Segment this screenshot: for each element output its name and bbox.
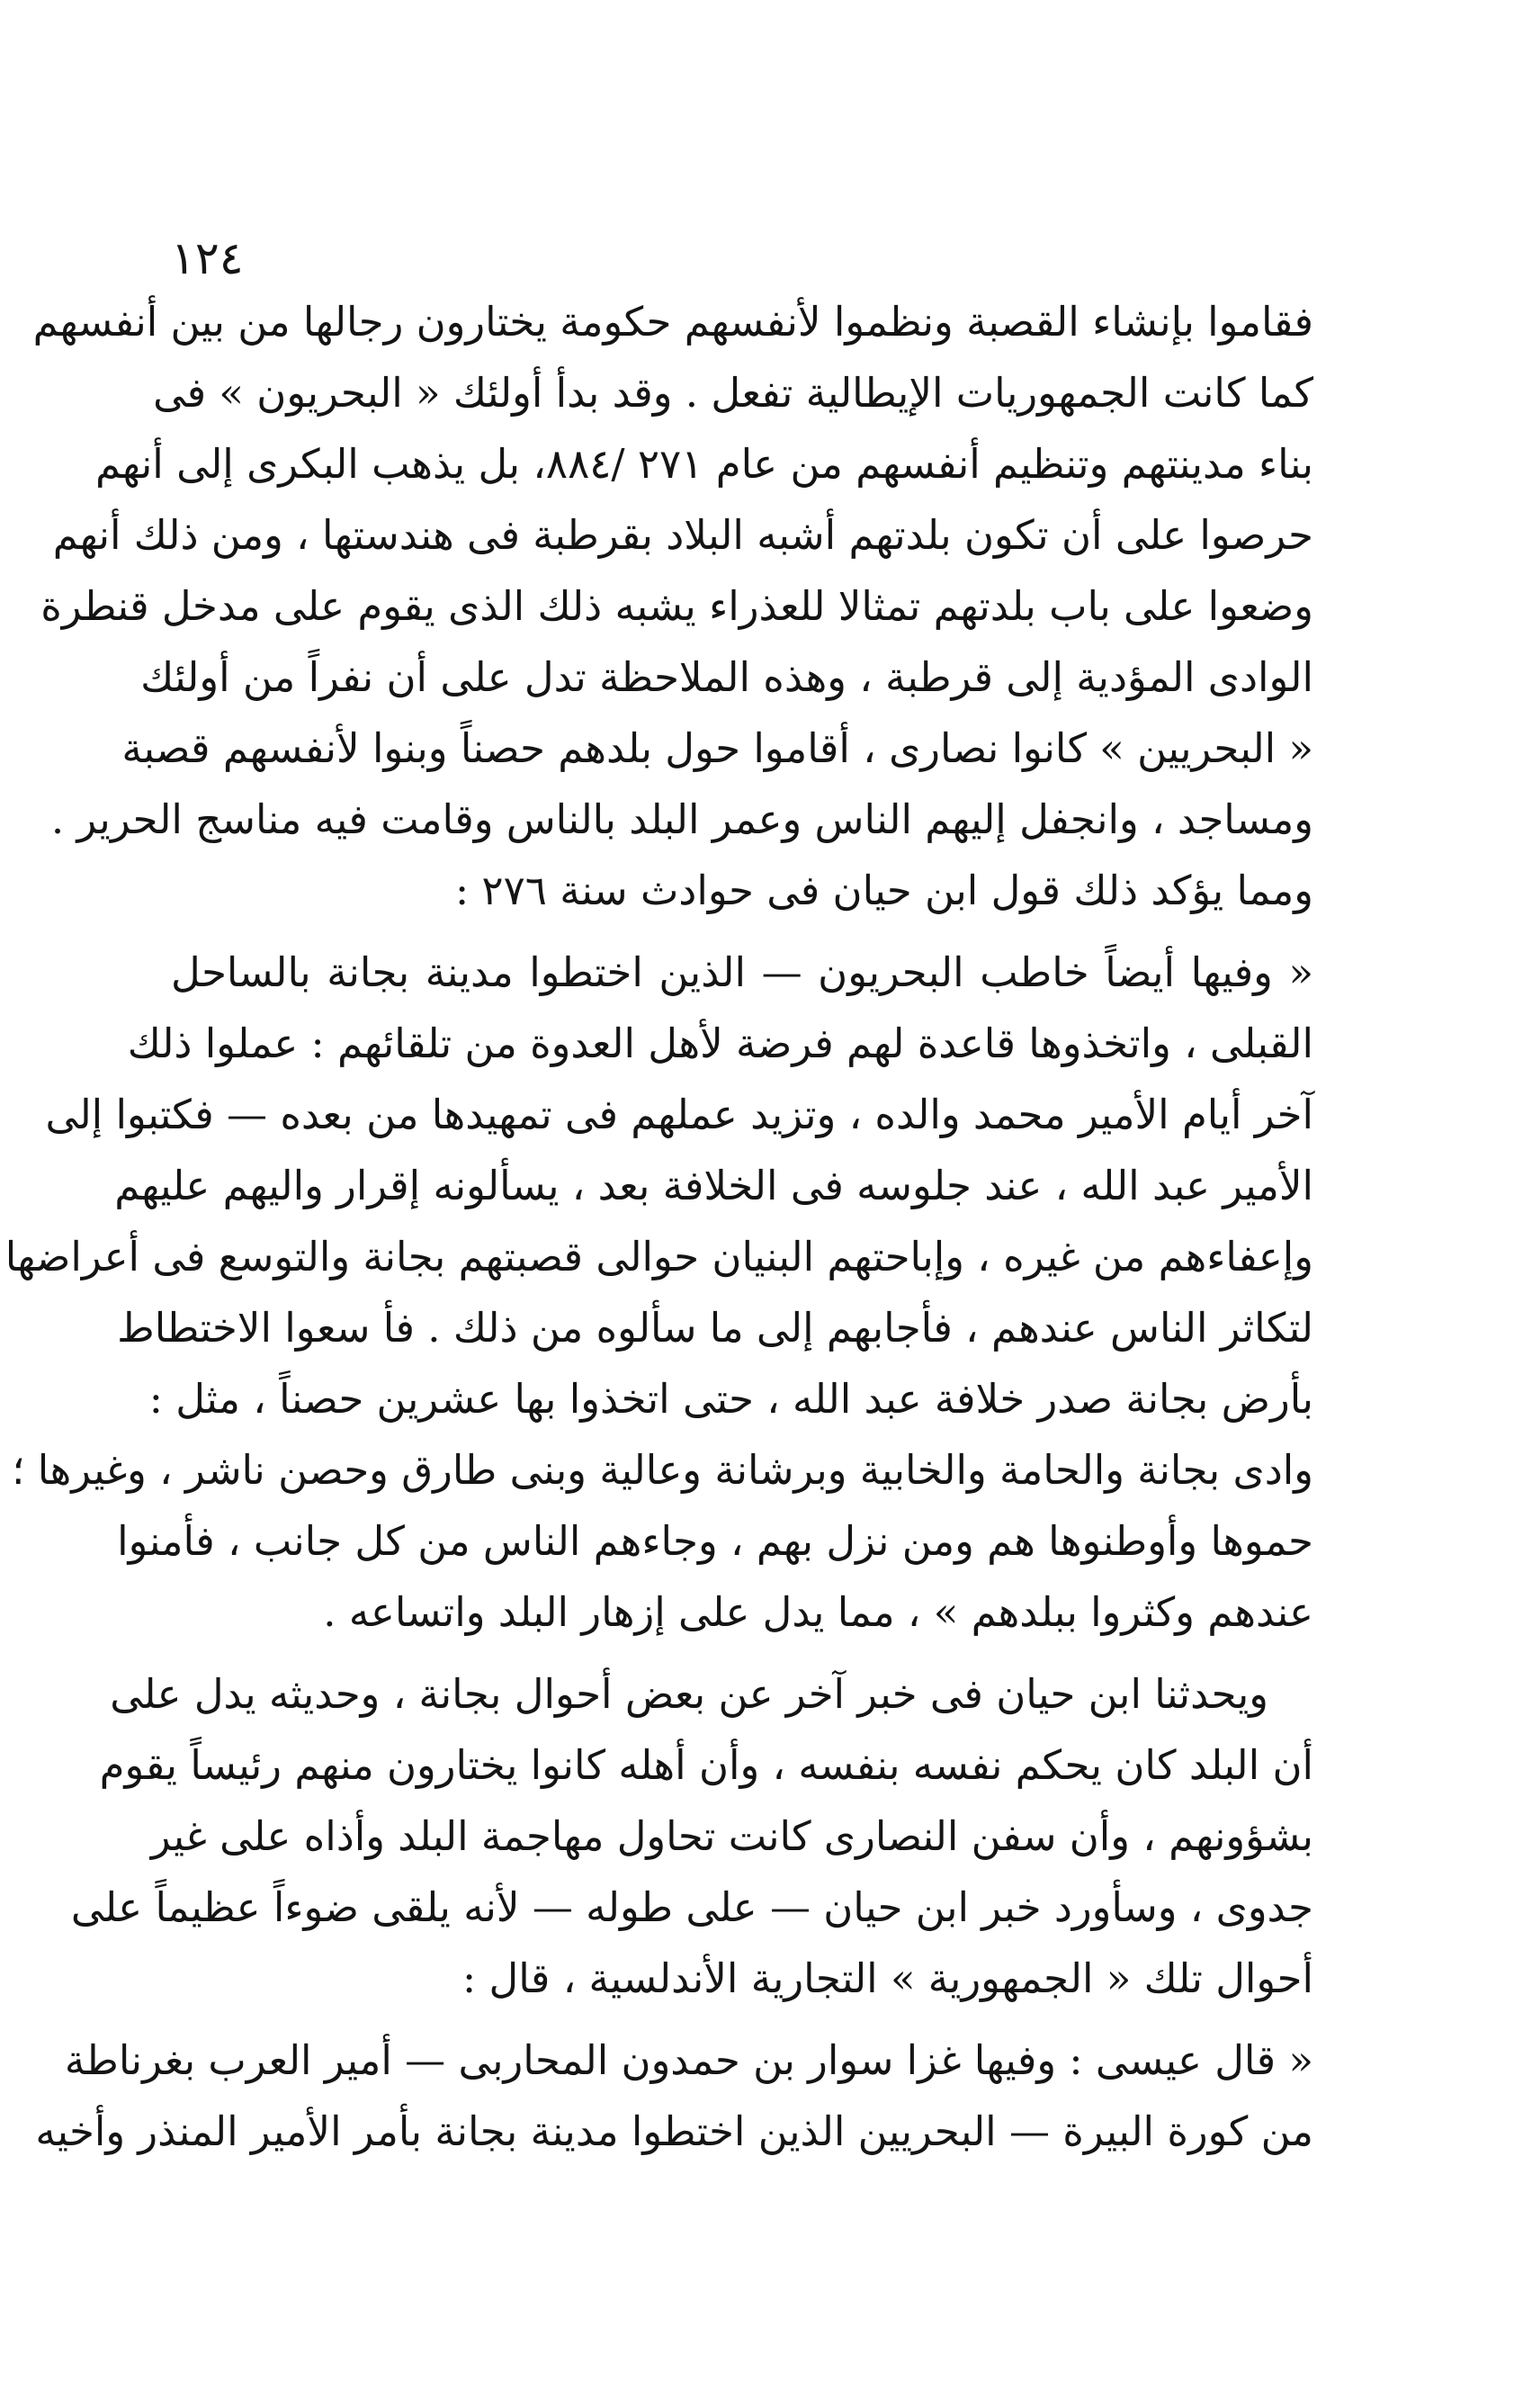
- text-line: ويحدثنا ابن حيان فى خبر آخر عن بعض أحوال بجانة ، وحديثه يدل على: [110, 1670, 1268, 1718]
- text-line: كما كانت الجمهوريات الإيطالية تفعل . وقد بدأ أولئك « البحريون » فى: [153, 369, 1313, 417]
- text-line: حرصوا على أن تكون بلدتهم أشبه البلاد بقرطبة فى هندستها ، ومن ذلك أنهم: [52, 511, 1313, 559]
- text-line: وضعوا على باب بلدتهم تمثالا للعذراء يشبه ذلك الذى يقوم على مدخل قنطرة: [40, 582, 1313, 630]
- text-line: « البحريين » كانوا نصارى ، أقاموا حول بلدهم حصناً وبنوا لأنفسهم قصبة: [121, 724, 1313, 772]
- text-line: الوادى المؤدية إلى قرطبة ، وهذه الملاحظة تدل على أن نفراً من أولئك: [140, 653, 1313, 701]
- text-line: فقاموا بإنشاء القصبة ونظموا لأنفسهم حكومة يختارون رجالها من بين أنفسهم: [32, 298, 1313, 346]
- paragraph-3: [70, 1658, 1313, 2014]
- text-line: جدوى ، وسأورد خبر ابن حيان — على طوله — لأنه يلقى ضوءاً عظيماً على: [70, 1883, 1313, 1931]
- text-line: وادى بجانة والحامة والخابية وبرشانة وعالية وبنى طارق وحصن ناشر ، وغيرها ؛: [12, 1446, 1313, 1494]
- text-line: بشؤونهم ، وأن سفن النصارى كانت تحاول مهاجمة البلد وأذاه على غير: [150, 1812, 1313, 1860]
- text-line: « وفيها أيضاً خاطب البحريون — الذين اختطوا مدينة بجانة بالساحل: [171, 948, 1313, 996]
- text-line: لتكاثر الناس عندهم ، فأجابهم إلى ما سألوه من ذلك . فأ سعوا الاختطاط: [117, 1304, 1313, 1352]
- text-line: ومساجد ، وانجفل إليهم الناس وعمر البلد بالناس وقامت فيه مناسج الحرير .: [50, 795, 1313, 843]
- text-line: عندهم وكثروا ببلدهم » ، مما يدل على إزهار البلد واتساعه .: [323, 1588, 1313, 1636]
- body-text: [4, 286, 1313, 2167]
- text-line: بناء مدينتهم وتنظيم أنفسهم من عام ٢٧١ /٨٨٤، بل يذهب البكرى إلى أنهم: [95, 440, 1313, 488]
- text-line: بأرض بجانة صدر خلافة عبد الله ، حتى اتخذوا بها عشرين حصناً ، مثل :: [148, 1375, 1313, 1423]
- text-line: حموها وأوطنوها هم ومن نزل بهم ، وجاءهم الناس من كل جانب ، فأمنوا: [117, 1517, 1313, 1565]
- text-line: أن البلد كان يحكم نفسه بنفسه ، وأن أهله كانوا يختارون منهم رئيساً يقوم: [99, 1741, 1313, 1789]
- text-line: آخر أيام الأمير محمد والده ، وتزيد عملهم فى تمهيدها من بعده — فكتبوا إلى: [45, 1091, 1313, 1138]
- text-line: وإعفاءهم من غيره ، وإباحتهم البنيان حوالى قصبتهم بجانة والتوسع فى أعراضها: [4, 1233, 1313, 1280]
- text-line: أحوال تلك « الجمهورية » التجارية الأندلسية ، قال :: [462, 1954, 1313, 2002]
- text-line: القبلى ، واتخذوها قاعدة لهم فرضة لأهل العدوة من تلقائهم : عملوا ذلك: [127, 1020, 1313, 1067]
- text-line: من كورة البيرة — البحريين الذين اختطوا مدينة بجانة بأمر الأمير المنذر وأخيه: [35, 2107, 1313, 2155]
- page-number: ١٢٤: [171, 232, 244, 284]
- paragraph-1: [32, 286, 1313, 926]
- paragraph-2-quote: [4, 937, 1313, 1648]
- paragraph-4-quote: [35, 2025, 1313, 2167]
- text-line: الأمير عبد الله ، عند جلوسه فى الخلافة بعد ، يسألونه إقرار واليهم عليهم: [114, 1162, 1313, 1209]
- text-line: ومما يؤكد ذلك قول ابن حيان فى حوادث سنة ٢٧٦ :: [454, 867, 1313, 914]
- text-line: « قال عيسى : وفيها غزا سوار بن حمدون المحاربى — أمير العرب بغرناطة: [64, 2036, 1313, 2084]
